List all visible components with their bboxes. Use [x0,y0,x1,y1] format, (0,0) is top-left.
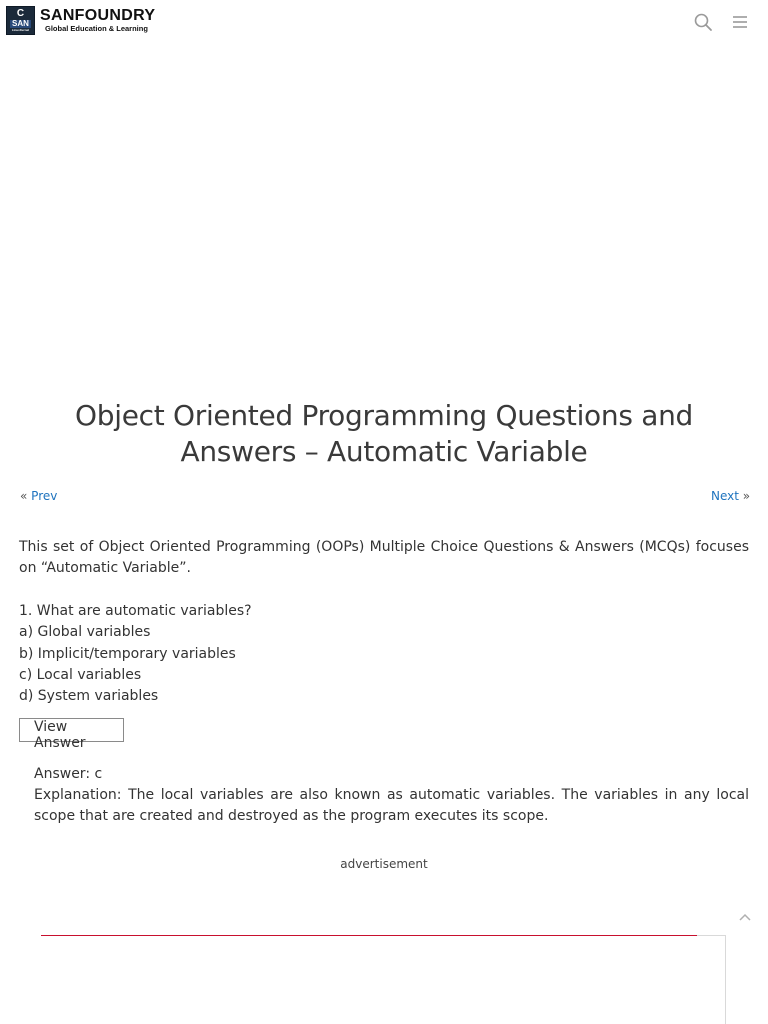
advertisement-border-line [697,935,726,936]
option-d: d) System variables [19,688,159,705]
next-marker: » [742,489,751,503]
search-icon [692,11,714,33]
logo-brand: SANFOUNDRY [40,7,156,24]
menu-button[interactable] [729,11,751,33]
advertisement-accent-line [41,935,697,936]
logo-mark-bottom: LinuxKernel [11,28,30,32]
question-text: 1. What are automatic variables? [19,603,252,619]
site-header [0,0,768,44]
next-nav [711,489,750,503]
chevron-up-icon [734,906,756,928]
logo-text [40,7,155,34]
next-link[interactable]: Next [711,489,739,503]
prev-marker: « [20,489,28,503]
advertisement-label: advertisement [340,857,428,871]
prev-link[interactable]: Prev [31,489,58,503]
question-block [19,601,749,707]
menu-icon [729,11,751,33]
page-title-line2: Answers – Automatic Variable [180,435,588,468]
option-c: c) Local variables [19,666,142,683]
page-title [40,398,728,470]
search-button[interactable] [692,11,714,33]
logo-mark [6,6,35,35]
answer-block [34,764,749,827]
option-b: b) Implicit/temporary variables [19,645,236,662]
view-answer-button[interactable]: View Answer [19,718,124,742]
page-title-line1: Object Oriented Programming Questions and [75,399,693,432]
answer-explanation: Explanation: The local variables are also known as automatic variables. The variables in any local scope that are created and destroyed as the program executes its scope. [34,787,749,824]
advertisement-frame[interactable] [41,935,726,1024]
option-a: a) Global variables [19,624,151,641]
logo-tagline: Global Education & Learning [45,24,148,33]
answer-line: Answer: c [34,766,103,782]
prev-nav [20,489,57,503]
scroll-to-top-button[interactable] [734,906,756,928]
intro-paragraph: This set of Object Oriented Programming (OOPs) Multiple Choice Questions & Answers (MCQs) focuses on “Automatic Variable”. [19,539,749,576]
logo-mark-top: C [16,8,25,19]
site-logo[interactable] [6,6,155,35]
logo-mark-mid: SAN [12,19,29,28]
